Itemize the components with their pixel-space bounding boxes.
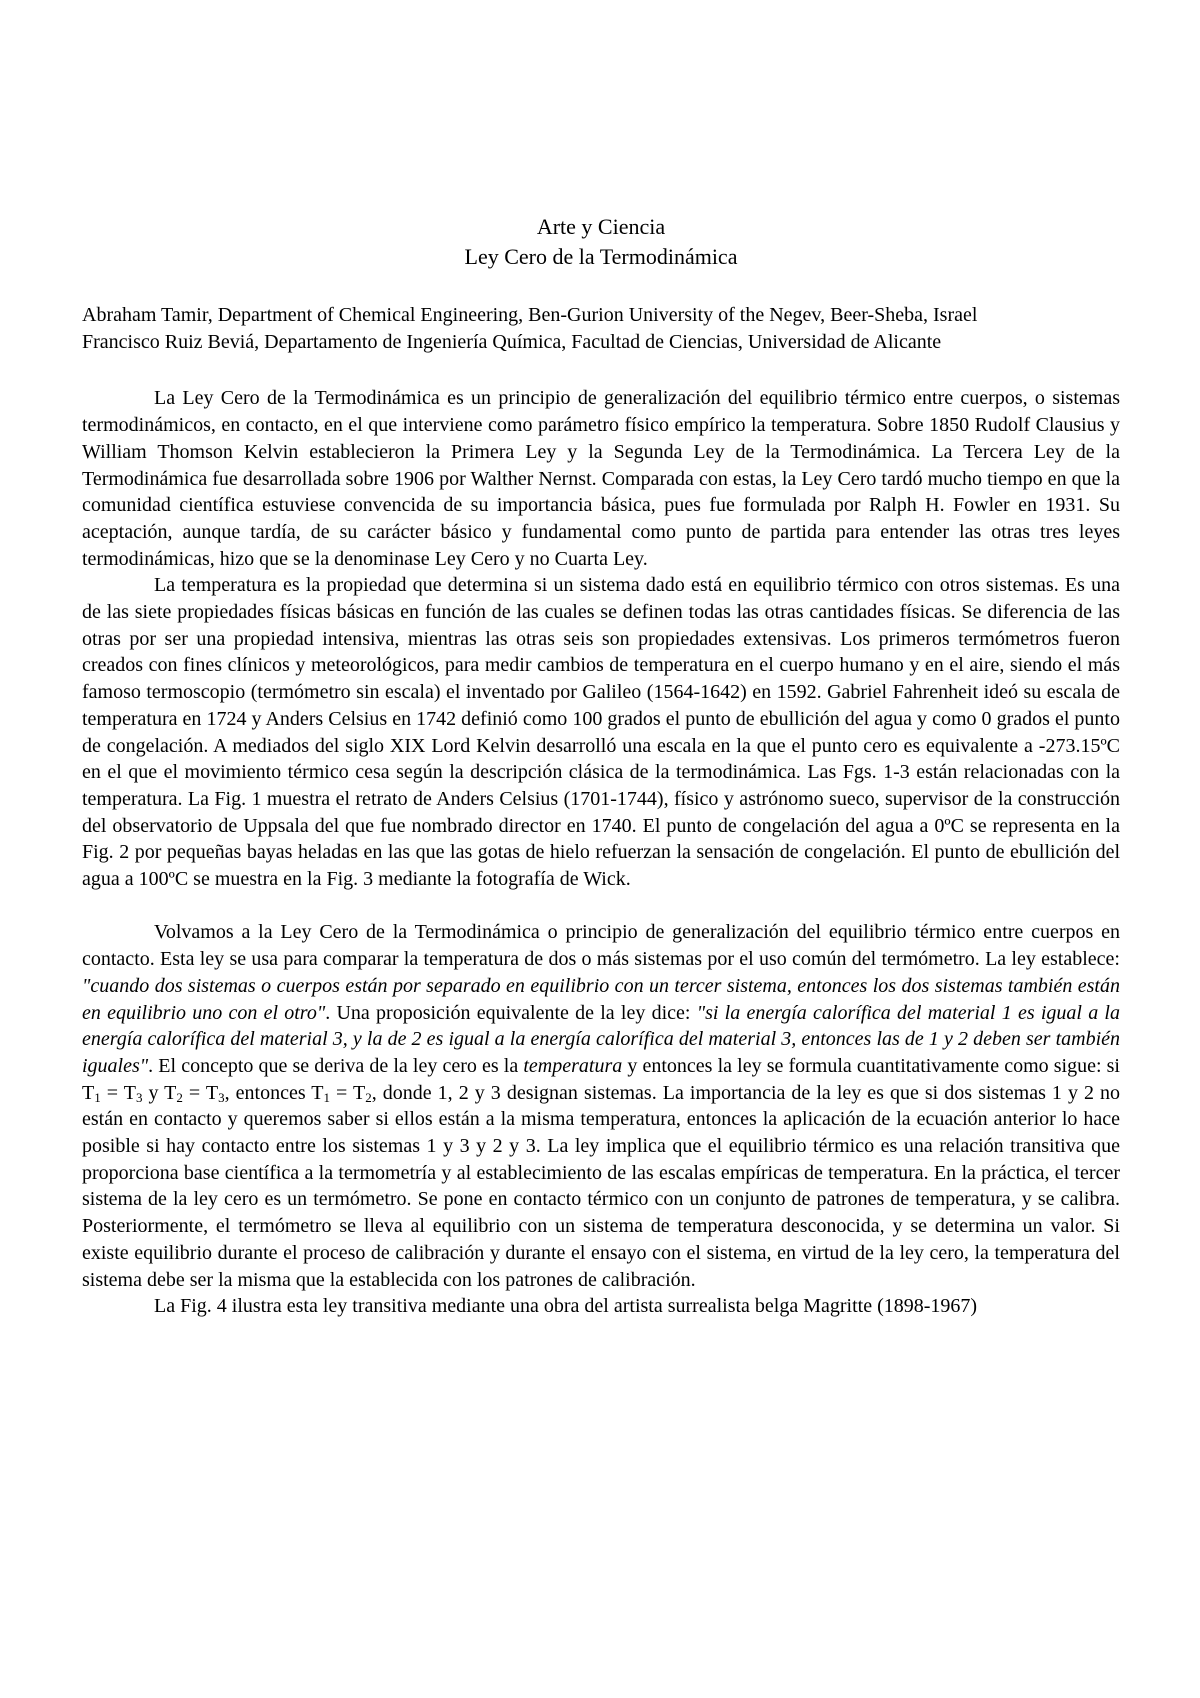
text-run: , entonces T: [224, 1081, 324, 1104]
subscript: 3: [135, 1089, 143, 1105]
subscript: 2: [176, 1089, 183, 1105]
document-subtitle: Ley Cero de la Termodinámica: [464, 244, 738, 269]
text-run: y T: [142, 1081, 177, 1104]
document-page: [82, 212, 1120, 1320]
text-run: . Una proposición equivalente de la ley dice:: [325, 1001, 697, 1024]
author-list: [82, 302, 1120, 355]
text-run: = T: [100, 1081, 136, 1104]
body-paragraph-2: La temperatura es la propiedad que determina si un sistema dado está en equilibrio térmico con otros sistemas. Es una de las siete propiedades físicas básicas en función de las cuales se definen todas las otras cantidades físicas. Se diferencia de las otras por ser una propiedad intensiva, mientras las otras seis son propiedades extensivas. Los primeros termómetros fueron creados con fines clínicos y meteorológicos, para medir cambios de temperatura en el cuerpo humano y en el aire, siendo el más famoso termoscopio (termómetro sin escala) el inventado por Galileo (1564-1642) en 1592. Gabriel Fahrenheit ideó su escala de temperatura en 1724 y Anders Celsius en 1742 definió como 100 grados el punto de ebullición del agua y como 0 grados el punto de congelación. A mediados del siglo XIX Lord Kelvin desarrolló una escala en la que el punto cero es equivalente a -273.15ºC en el que el movimiento térmico cesa según la descripción clásica de la termodinámica. Las Fgs. 1-3 están relacionadas con la temperatura. La Fig. 1 muestra el retrato de Anders Celsius (1701-1744), físico y astrónomo sueco, supervisor de la construcción del observatorio de Uppsala del que fue nombrado director en 1740. El punto de congelación del agua a 0ºC se representa en la Fig. 2 por pequeñas bayas heladas en las que las gotas de hielo refuerzan la sensación de congelación. El punto de ebullición del agua a 100ºC se muestra en la Fig. 3 mediante la fotografía de Wick.: [82, 574, 1120, 891]
text-run: . El concepto que se deriva de la ley cero es la: [148, 1054, 524, 1077]
body-paragraph-3: [82, 919, 1120, 1293]
subscript: 2: [365, 1089, 372, 1105]
text-run: = T: [330, 1081, 366, 1104]
paragraph-spacer: [82, 893, 1120, 920]
text-run: Volvamos a la Ley Cero de la Termodinámica o principio de generalización del equilibrio térmico entre cuerpos en contacto. Esta ley se usa para comparar la temperatura de dos o más sistemas por el uso común del termómetro. La ley establece:: [82, 921, 1120, 971]
subscript: 3: [218, 1089, 225, 1105]
subscript: 1: [94, 1089, 101, 1105]
document-title: Arte y Ciencia: [536, 214, 666, 239]
temperature-term: temperatura: [523, 1054, 623, 1077]
title-block: [82, 212, 1120, 272]
subscript: 1: [323, 1089, 330, 1105]
law-quote: "cuando dos sistemas o cuerpos están por separado en equilibrio con un tercer sistema, entonces los dos sistemas también están en equilibrio uno con el otro": [82, 974, 1120, 1024]
author-line: Francisco Ruiz Beviá, Departamento de Ingeniería Química, Facultad de Ciencias, Universidad de Alicante: [82, 330, 942, 353]
equivalent-proposition-quote: "si la energía calorífica del material 1 es igual a la energía calorífica del material 3, y la de 2 es igual a la energía calorífica del material 3, entonces las de 1 y 2 deben ser también iguales": [82, 1001, 1120, 1077]
text-run: = T: [182, 1081, 219, 1104]
body-paragraph-1: La Ley Cero de la Termodinámica es un principio de generalización del equilibrio térmico entre cuerpos, o sistemas termodinámicos, en contacto, en el que interviene como parámetro físico empírico la temperatura. Sobre 1850 Rudolf Clausius y William Thomson Kelvin establecieron la Primera Ley y la Segunda Ley de la Termodinámica. La Tercera Ley de la Termodinámica fue desarrollada sobre 1906 por Walther Nernst. Comparada con estas, la Ley Cero tardó mucho tiempo en que la comunidad científica estuviese convencida de su importancia básica, pues fue formulada por Ralph H. Fowler en 1931. Su aceptación, aunque tardía, de su carácter básico y fundamental como punto de partida para entender las otras tres leyes termodinámicas, hizo que se la denominase Ley Cero y no Cuarta Ley.: [82, 387, 1120, 570]
author-line: Abraham Tamir, Department of Chemical Engineering, Ben-Gurion University of the Negev, Beer-Sheba, Israel: [82, 304, 978, 326]
text-run: y entonces la ley se formula cuantitativamente como sigue: si T: [82, 1054, 1120, 1104]
text-run: , donde 1, 2 y 3 designan sistemas. La importancia de la ley es que si dos sistemas 1 y 2 no están en contacto y queremos saber si ellos están a la misma temperatura, entonces la aplicación de la ecuación anterior lo hace posible si hay contacto entre los sistemas 1 y 3 y 2 y 3. La ley implica que el equilibrio térmico es una relación transitiva que proporciona base científica a la termometría y al establecimiento de las escalas empíricas de temperatura. En la práctica, el tercer sistema de la ley cero es un termómetro. Se pone en contacto térmico con un conjunto de patrones de temperatura, y se calibra. Posteriormente, el termómetro se lleva al equilibrio con un sistema de temperatura desconocida, y se determina un valor. Si existe equilibrio durante el proceso de calibración y durante el ensayo con el sistema, en virtud de la ley cero, la temperatura del sistema debe ser la misma que la establecida con los patrones de calibración.: [82, 1081, 1121, 1291]
body-paragraph-4: La Fig. 4 ilustra esta ley transitiva mediante una obra del artista surrealista belga Magritte (1898-1967): [154, 1295, 978, 1318]
